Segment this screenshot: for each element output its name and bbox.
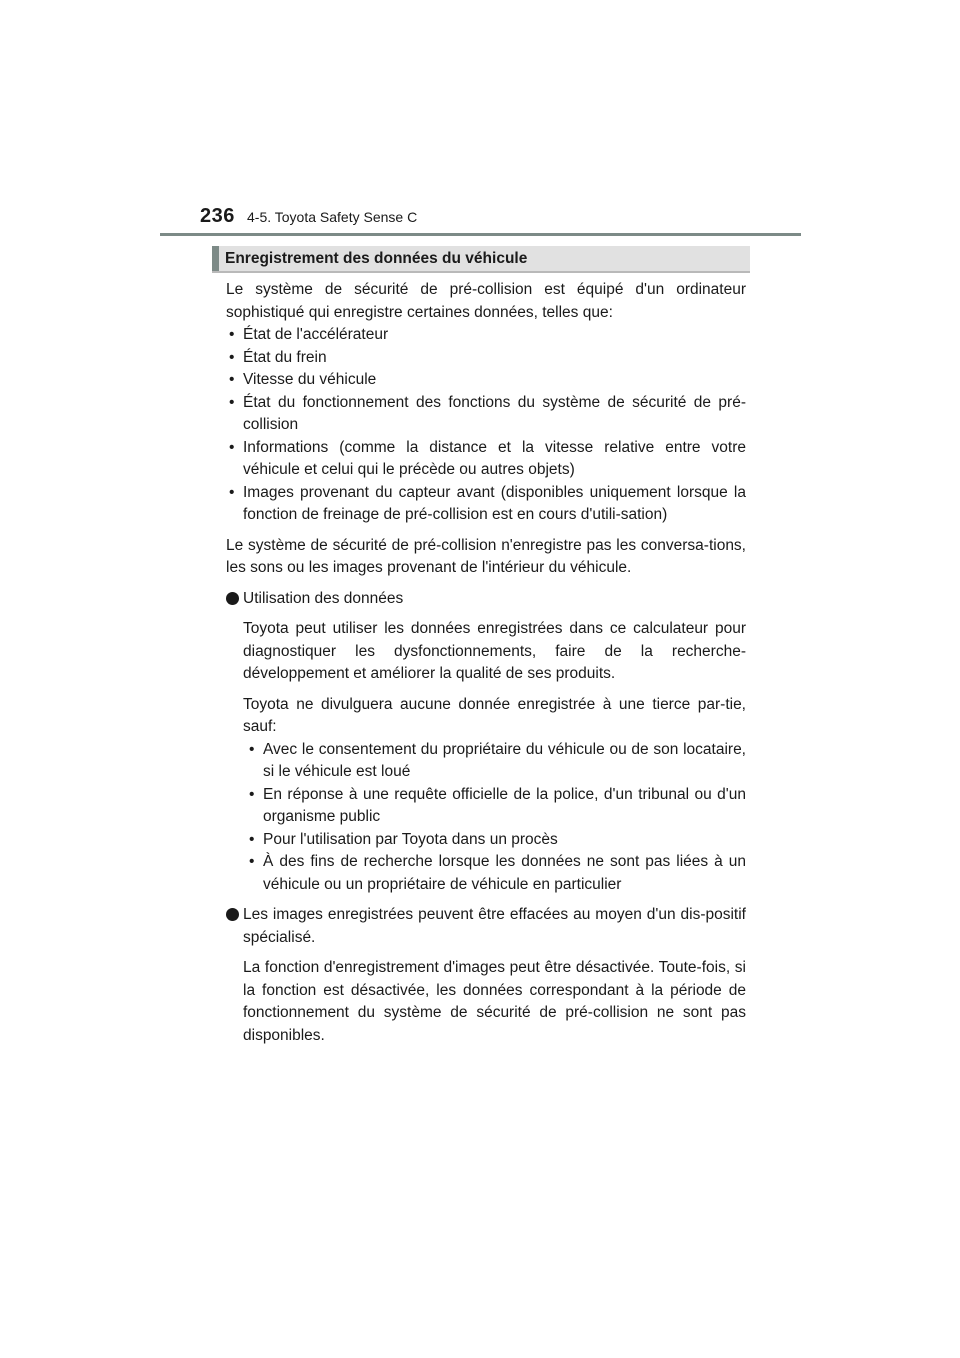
list-item	[226, 392, 746, 437]
images-heading: Les images enregistrées peuvent être effacées au moyen d'un dis-positif spécialisé.	[243, 906, 746, 946]
usage-paragraph-1: Toyota peut utiliser les données enregistrées dans ce calculateur pour diagnostiquer les dysfonctionnements, faire de la recherche-développement et améliorer la qualité de ses produits.	[243, 620, 746, 682]
images-details	[226, 957, 746, 1047]
round-bullet-icon	[226, 908, 239, 921]
page-number: 236	[200, 205, 235, 227]
usage-item	[226, 588, 746, 611]
list-item-text: État du fonctionnement des fonctions du système de sécurité de pré-collision	[243, 393, 746, 433]
bullet: •	[249, 853, 255, 870]
exceptions-list	[246, 739, 746, 897]
list-item	[226, 324, 746, 347]
list-item-text: Avec le consentement du propriétaire du véhicule ou de son locataire, si le véhicule est loué	[263, 740, 746, 780]
list-item-text: En réponse à une requête officielle de la police, d'un tribunal ou d'un organisme public	[263, 785, 746, 825]
list-item	[246, 851, 746, 896]
list-item-text: Images provenant du capteur avant (disponibles uniquement lorsque la fonction de freinage de pré-collision est en cours d'utili-sation)	[243, 483, 746, 523]
bullet: •	[249, 830, 255, 848]
section-heading-bar	[212, 246, 750, 273]
section-title: Enregistrement des données du véhicule	[225, 250, 528, 267]
round-bullet-icon	[226, 592, 239, 605]
bullet: •	[229, 348, 235, 366]
usage-paragraph-2: Toyota ne divulguera aucune donnée enregistrée à une tierce par-tie, sauf:	[243, 695, 746, 735]
list-item	[226, 482, 746, 527]
bullet: •	[229, 438, 235, 456]
list-item-text: État de l'accélérateur	[243, 326, 389, 343]
images-paragraph: La fonction d'enregistrement d'images peut être désactivée. Toute-fois, si la fonction est désactivée, les données correspondant à la période de fonctionnement du système de sécurité de pré-collision ne sont pas disponibles.	[243, 959, 746, 1044]
recorded-data-list	[226, 324, 746, 527]
usage-heading: Utilisation des données	[243, 589, 404, 607]
list-item	[226, 437, 746, 482]
header-rule	[160, 233, 801, 236]
usage-details	[226, 618, 746, 896]
bullet: •	[249, 740, 255, 758]
images-item	[226, 904, 746, 949]
not-recorded-paragraph: Le système de sécurité de pré-collision n'enregistre pas les conversa-tions, les sons ou les images provenant de l'intérieur du véhicule.	[226, 536, 746, 576]
list-item-text: À des fins de recherche lorsque les données ne sont pas liées à un véhicule ou un propriétaire de véhicule en particulier	[263, 853, 746, 893]
bullet: •	[229, 393, 235, 411]
list-item-text: Pour l'utilisation par Toyota dans un procès	[263, 830, 558, 848]
bullet: •	[229, 371, 235, 388]
bullet: •	[229, 483, 235, 501]
list-item	[246, 784, 746, 829]
page-content	[226, 279, 746, 1047]
bullet: •	[249, 785, 255, 803]
intro-paragraph: Le système de sécurité de pré-collision est équipé d'un ordinateur sophistiqué qui enregistre certaines données, telles que:	[226, 281, 746, 321]
list-item	[226, 369, 746, 392]
list-item-text: Informations (comme la distance et la vitesse relative entre votre véhicule et celui qui le précède ou autres objets)	[243, 438, 746, 478]
list-item-text: État du frein	[243, 348, 327, 366]
bullet: •	[229, 326, 235, 343]
list-item	[246, 739, 746, 784]
section-bar-accent	[212, 246, 219, 271]
list-item	[246, 829, 746, 852]
list-item-text: Vitesse du véhicule	[243, 371, 377, 388]
list-item	[226, 347, 746, 370]
running-header: 4-5. Toyota Safety Sense C	[247, 209, 418, 225]
